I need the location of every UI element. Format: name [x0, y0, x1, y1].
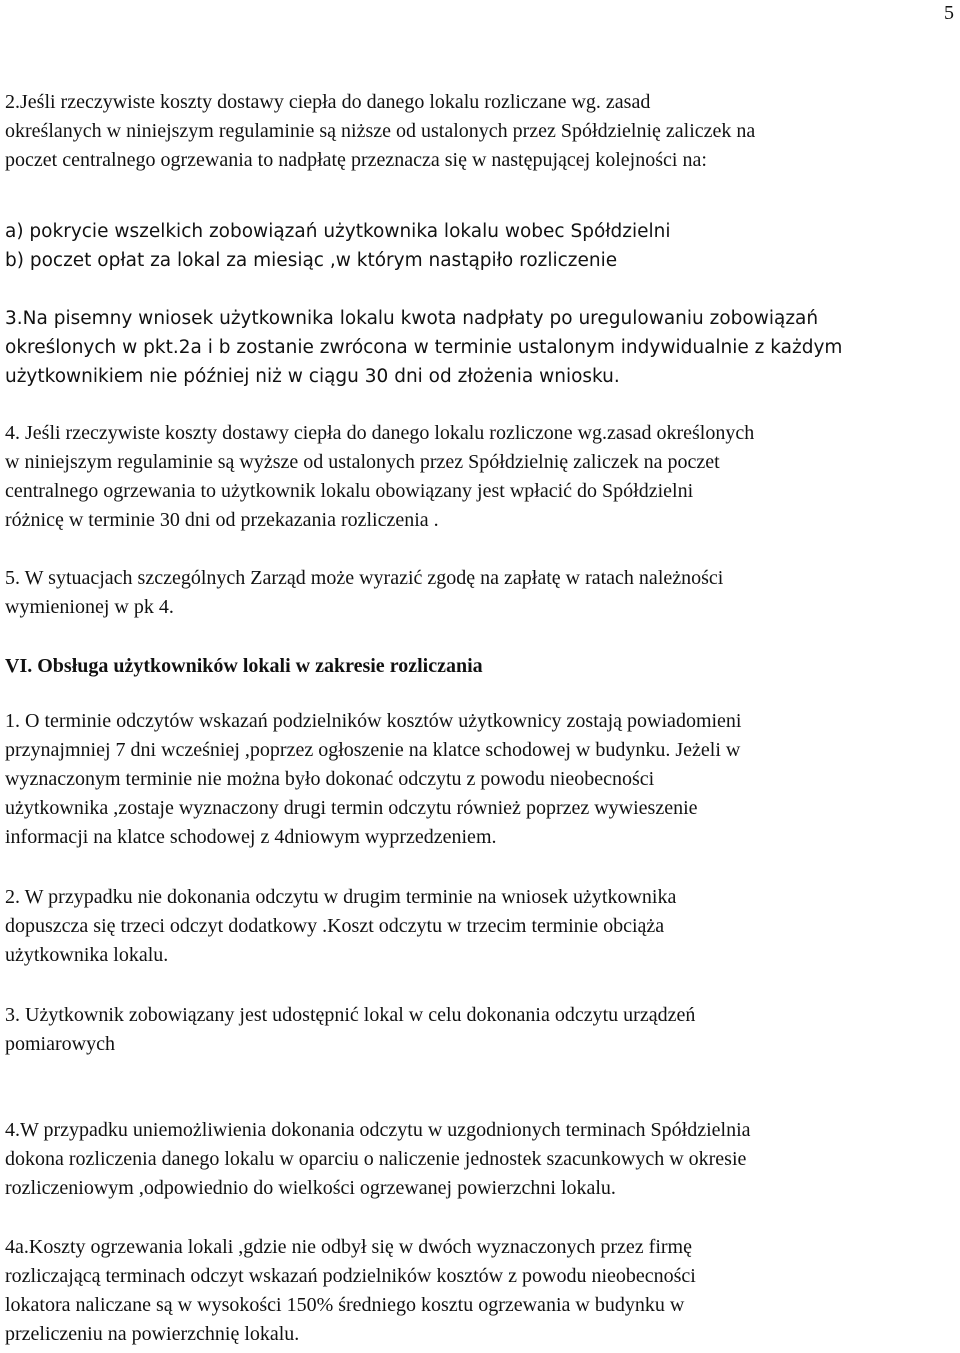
text-line: przynajmniej 7 dni wcześniej ,poprzez ogłoszenie na klatce schodowej w budynku. Jeżeli w — [5, 739, 741, 761]
text-line: użytkownika lokalu. — [5, 944, 169, 966]
text-line: użytkownikiem nie później niż w ciągu 30 dni od złożenia wniosku. — [5, 366, 620, 387]
text-line: 4a.Koszty ogrzewania lokali ,gdzie nie odbył się w dwóch wyznaczonych przez firmę — [5, 1236, 692, 1258]
paragraph — [5, 88, 960, 175]
text-line: VI. Obsługa użytkowników lokali w zakresie rozliczania — [5, 655, 483, 677]
text-line: 3. Użytkownik zobowiązany jest udostępnić lokal w celu dokonania odczytu urządzeń — [5, 1004, 696, 1026]
text-line: 2. W przypadku nie dokonania odczytu w drugim terminie na wniosek użytkownika — [5, 886, 677, 908]
paragraph — [5, 707, 960, 852]
text-line: 1. O terminie odczytów wskazań podzielników kosztów użytkownicy zostają powiadomieni — [5, 710, 742, 732]
text-line: 4.W przypadku uniemożliwienia dokonania odczytu w uzgodnionych terminach Spółdzielnia — [5, 1119, 751, 1141]
page-number: 5 — [944, 2, 954, 24]
text-line: lokatora naliczane są w wysokości 150% średniego kosztu ogrzewania w budynku w — [5, 1294, 685, 1316]
text-line: pomiarowych — [5, 1033, 115, 1055]
text-line: 4. Jeśli rzeczywiste koszty dostawy ciepła do danego lokalu rozliczone wg.zasad określonych — [5, 422, 755, 444]
text-line: rozliczającą terminach odczyt wskazań podzielników kosztów z powodu nieobecności — [5, 1265, 696, 1287]
paragraph — [5, 1233, 960, 1349]
text-line: 2.Jeśli rzeczywiste koszty dostawy ciepła do danego lokalu rozliczane wg. zasad — [5, 91, 651, 113]
paragraph — [5, 419, 960, 535]
text-line: różnicę w terminie 30 dni od przekazania rozliczenia . — [5, 509, 439, 531]
paragraph — [5, 883, 960, 970]
text-line: określonych w pkt.2a i b zostanie zwrócona w terminie ustalonym indywidualnie z każdym — [5, 337, 843, 358]
text-line: wyznaczonym terminie nie można było dokonać odczytu z powodu nieobecności — [5, 768, 655, 790]
paragraph — [5, 1001, 960, 1059]
text-line: b) poczet opłat za lokal za miesiąc ,w którym nastąpiło rozliczenie — [5, 250, 618, 271]
text-line: rozliczeniowym ,odpowiednio do wielkości ogrzewanej powierzchni lokalu. — [5, 1177, 616, 1199]
text-line: centralnego ogrzewania to użytkownik lokalu obowiązany jest wpłacić do Spółdzielni — [5, 480, 694, 502]
text-line: w niniejszym regulaminie są wyższe od ustalonych przez Spółdzielnię zaliczek na poczet — [5, 451, 720, 473]
text-line: przeliczeniu na powierzchnię lokalu. — [5, 1323, 300, 1345]
text-line: użytkownika ,zostaje wyznaczony drugi termin odczytu również poprzez wywieszenie — [5, 797, 698, 819]
text-line: poczet centralnego ogrzewania to nadpłatę przeznacza się w następującej kolejności na: — [5, 149, 707, 171]
paragraph — [5, 1116, 960, 1203]
text-line: wymienionej w pk 4. — [5, 596, 174, 618]
text-line: 5. W sytuacjach szczególnych Zarząd może wyrazić zgodę na zapłatę w ratach należności — [5, 567, 724, 589]
section-heading — [5, 652, 960, 681]
paragraph — [5, 304, 960, 391]
text-line: dopuszcza się trzeci odczyt dodatkowy .Koszt odczytu w trzecim terminie obciąża — [5, 915, 665, 937]
text-line: 3.Na pisemny wniosek użytkownika lokalu kwota nadpłaty po uregulowaniu zobowiązań — [5, 308, 819, 329]
text-line: dokona rozliczenia danego lokalu w oparciu o naliczenie jednostek szacunkowych w okresie — [5, 1148, 747, 1170]
text-line: a) pokrycie wszelkich zobowiązań użytkownika lokalu wobec Spółdzielni — [5, 221, 671, 242]
text-line: informacji na klatce schodowej z 4dniowym wyprzedzeniem. — [5, 826, 497, 848]
paragraph — [5, 564, 960, 622]
text-line: określanych w niniejszym regulaminie są niższe od ustalonych przez Spółdzielnię zaliczek na — [5, 120, 756, 142]
paragraph — [5, 217, 960, 275]
